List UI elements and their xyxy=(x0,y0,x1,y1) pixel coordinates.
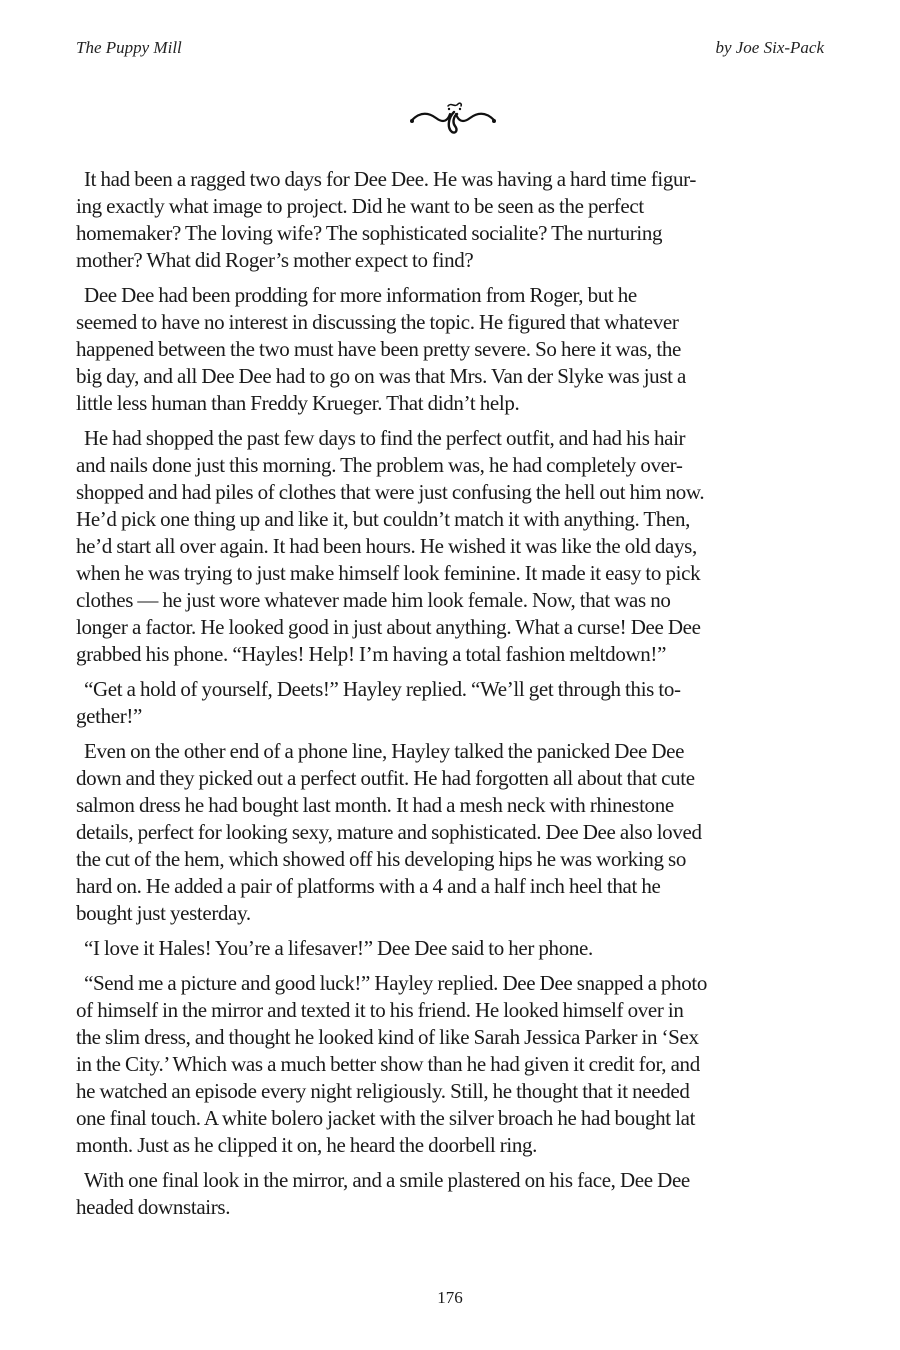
paragraph xyxy=(76,166,836,274)
paragraph xyxy=(76,425,836,668)
text-line: of himself in the mirror and texted it to his friend. He looked himself over in xyxy=(76,998,684,1022)
text-line: “Send me a picture and good luck!” Hayley replied. Dee Dee snapped a photo xyxy=(84,971,708,995)
paragraph xyxy=(76,738,836,927)
paragraph xyxy=(76,970,836,1159)
text-line: down and they picked out a perfect outfit. He had forgotten all about that cute xyxy=(76,766,695,790)
text-line: one final touch. A white bolero jacket with the silver broach he had bought lat xyxy=(76,1106,696,1130)
text-line: in the City.’ Which was a much better show than he had given it credit for, and xyxy=(76,1052,700,1076)
text-line: shopped and had piles of clothes that were just confusing the hell out him now. xyxy=(76,480,705,504)
page-number: 176 xyxy=(437,1288,463,1307)
text-line: the slim dress, and thought he looked kind of like Sarah Jessica Parker in ‘Sex xyxy=(76,1025,699,1049)
text-line: Even on the other end of a phone line, Hayley talked the panicked Dee Dee xyxy=(84,739,685,763)
text-line: grabbed his phone. “Hayles! Help! I’m having a total fashion meltdown!” xyxy=(76,642,667,666)
paragraph xyxy=(76,676,836,730)
text-line: the cut of the hem, which showed off his developing hips he was working so xyxy=(76,847,687,871)
fleuron-scroll-icon xyxy=(408,100,498,136)
paragraph xyxy=(76,935,836,962)
text-line: clothes — he just wore whatever made him look female. Now, that was no xyxy=(76,588,671,612)
text-line: ing exactly what image to project. Did he want to be seen as the perfect xyxy=(76,194,644,218)
text-line: he watched an episode every night religiously. Still, he thought that it needed xyxy=(76,1079,690,1103)
running-head-title: The Puppy Mill xyxy=(76,38,182,57)
text-line: details, perfect for looking sexy, mature and sophisticated. Dee Dee also loved xyxy=(76,820,702,844)
text-line: bought just yesterday. xyxy=(76,901,251,925)
paragraph xyxy=(76,1167,836,1221)
text-line: little less human than Freddy Krueger. That didn’t help. xyxy=(76,391,520,415)
text-line: “Get a hold of yourself, Deets!” Hayley replied. “We’ll get through this to- xyxy=(84,677,681,701)
text-line: “I love it Hales! You’re a lifesaver!” Dee Dee said to her phone. xyxy=(84,936,593,960)
text-line: and nails done just this morning. The problem was, he had completely over- xyxy=(76,453,683,477)
text-line: gether!” xyxy=(76,704,142,728)
text-line: With one final look in the mirror, and a smile plastered on his face, Dee Dee xyxy=(84,1168,690,1192)
text-line: salmon dress he had bought last month. It had a mesh neck with rhinestone xyxy=(76,793,674,817)
text-line: headed downstairs. xyxy=(76,1195,231,1219)
text-line: he’d start all over again. It had been hours. He wished it was like the old days, xyxy=(76,534,697,558)
text-line: longer a factor. He looked good in just about anything. What a curse! Dee Dee xyxy=(76,615,701,639)
text-line: hard on. He added a pair of platforms with a 4 and a half inch heel that he xyxy=(76,874,661,898)
text-line: seemed to have no interest in discussing the topic. He figured that whatever xyxy=(76,310,679,334)
text-line: month. Just as he clipped it on, he heard the doorbell ring. xyxy=(76,1133,538,1157)
text-line: big day, and all Dee Dee had to go on was that Mrs. Van der Slyke was just a xyxy=(76,364,687,388)
text-line: mother? What did Roger’s mother expect to find? xyxy=(76,248,474,272)
text-line: happened between the two must have been pretty severe. So here it was, the xyxy=(76,337,681,361)
text-line: He had shopped the past few days to find the perfect outfit, and had his hair xyxy=(84,426,686,450)
running-head-author: by Joe Six-Pack xyxy=(715,38,824,57)
paragraph xyxy=(76,282,836,417)
text-line: Dee Dee had been prodding for more information from Roger, but he xyxy=(84,283,637,307)
text-line: homemaker? The loving wife? The sophisticated socialite? The nurturing xyxy=(76,221,663,245)
text-line: when he was trying to just make himself look feminine. It made it easy to pick xyxy=(76,561,701,585)
text-line: He’d pick one thing up and like it, but couldn’t match it with anything. Then, xyxy=(76,507,691,531)
text-line: It had been a ragged two days for Dee Dee. He was having a hard time figur- xyxy=(84,167,696,191)
chapter-body xyxy=(76,166,836,1229)
